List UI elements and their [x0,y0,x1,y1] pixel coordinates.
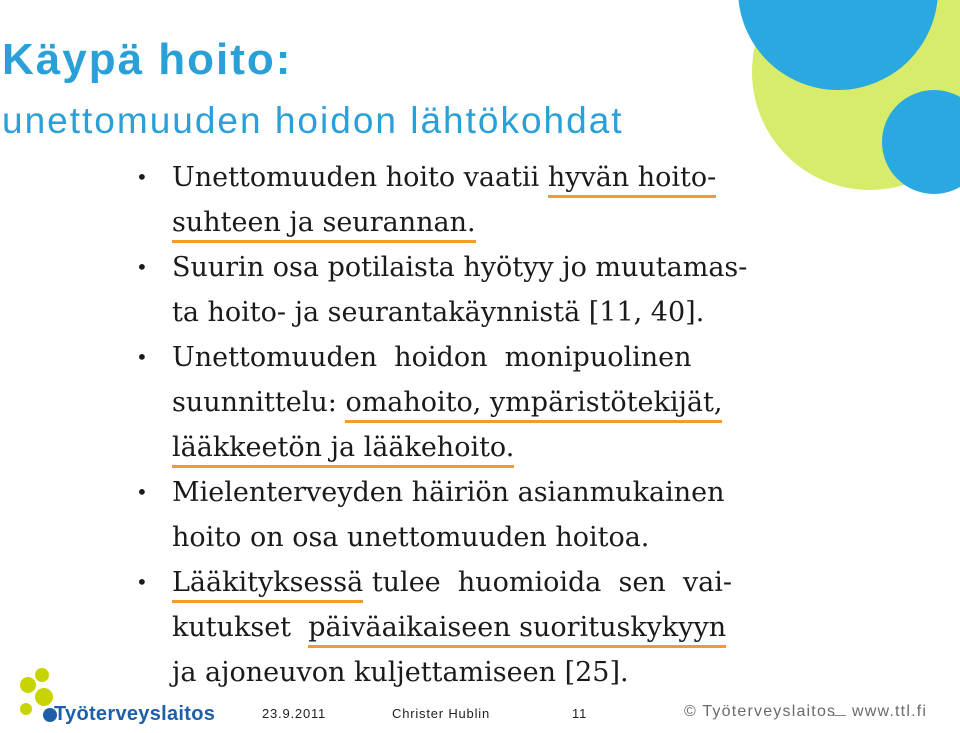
highlighted-text: hyvän hoito- [548,162,716,198]
bullet-line [128,335,778,380]
bullet-line [128,200,778,245]
bullet-line [128,560,778,605]
bullet-text: Unettomuuden hoito vaatii [172,162,548,193]
bullet-line [128,380,778,425]
bullet-line [128,515,778,560]
bullet-text: Unettomuuden hoidon monipuolinen [172,342,692,373]
slide-title: Käypä hoito: [2,35,293,84]
bullet-text: kutukset [172,612,309,643]
footer-copyright: © Työterveyslaitos [684,703,837,720]
bullet-line [128,605,778,650]
bullet-marker: • [136,480,148,504]
bullet-text: tulee huomioida sen vai- [363,567,733,598]
highlighted-text: Lääkityksessä [172,567,363,603]
slide-subtitle: unettomuuden hoidon lähtökohdat [2,100,624,141]
bullet-text: hoito on osa unettomuuden hoitoa. [172,522,650,553]
footer-url[interactable]: www.ttl.fi [852,703,928,720]
footer-separator [828,715,846,716]
bullet-list [128,155,778,695]
bullet-text: Mielenterveyden häiriön asianmukainen [172,477,725,508]
footer-author: Christer Hublin [392,706,490,721]
bullet-text: ta hoito- ja seurantakäynnistä [11, 40]. [172,297,705,328]
bullet-text: Suurin osa potilaista hyötyy jo muutamas- [172,252,748,283]
bullet-marker: • [136,570,148,594]
page-number: 11 [572,706,588,721]
bullet-marker: • [136,255,148,279]
highlighted-text: suhteen ja seurannan. [172,207,476,243]
footer-date: 23.9.2011 [262,706,327,721]
bullet-line [128,155,778,200]
bullet-line [128,290,778,335]
highlighted-text: omahoito, ympäristötekijät, [345,387,722,423]
highlighted-text: päiväaikaiseen suorituskykyyn [308,612,726,648]
bullet-text: ja ajoneuvon kuljettamiseen [25]. [172,657,629,688]
footer [0,663,960,733]
bullet-marker: • [136,165,148,189]
bullet-line [128,425,778,470]
bullet-line [128,470,778,515]
bullet-line [128,245,778,290]
bullet-marker: • [136,345,148,369]
logo-text: Työterveyslaitos [54,703,216,725]
bullet-text: suunnittelu: [172,387,346,418]
highlighted-text: lääkkeetön ja lääkehoito. [172,432,514,468]
